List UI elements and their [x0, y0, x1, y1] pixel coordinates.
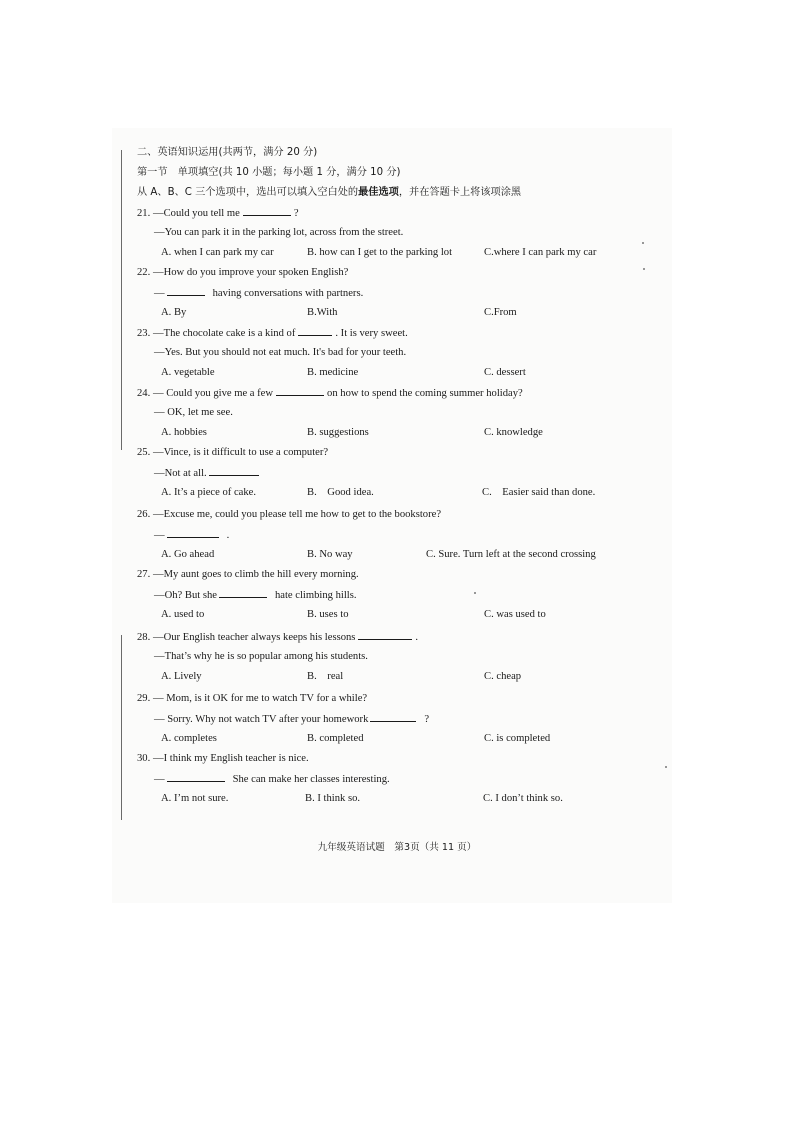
- reply-text-end: She can make her classes interesting.: [232, 774, 390, 785]
- scan-speck: [665, 766, 667, 768]
- option-b[interactable]: B. uses to: [307, 609, 349, 620]
- question-stem: [137, 629, 657, 649]
- question-reply: [137, 711, 657, 731]
- reply-text-end: ?: [424, 714, 430, 725]
- option-a[interactable]: A. hobbies: [161, 427, 207, 438]
- option-c[interactable]: C. was used to: [484, 609, 546, 620]
- question-list: [137, 205, 657, 811]
- question-stem: [137, 265, 657, 285]
- answer-blank[interactable]: [167, 771, 225, 782]
- question-number: 28.: [137, 632, 151, 643]
- option-a[interactable]: A. Go ahead: [161, 549, 215, 560]
- answer-blank[interactable]: [209, 465, 259, 476]
- question-text: —Vince, is it difficult to use a computer?: [153, 447, 329, 458]
- answer-blank[interactable]: [276, 385, 324, 396]
- exam-sheet: [137, 145, 657, 811]
- instruction-emphasis: 最佳选项: [358, 187, 399, 198]
- option-c[interactable]: C. Easier said than done.: [482, 487, 596, 498]
- option-c[interactable]: C. cheap: [484, 671, 522, 682]
- question-reply: [137, 527, 657, 547]
- question-text: —My aunt goes to climb the hill every morning.: [153, 569, 359, 580]
- section-title: 二、英语知识运用(共两节，满分 20 分): [137, 147, 318, 158]
- question-reply: [137, 285, 657, 305]
- question-stem: [137, 567, 657, 587]
- answer-options: [137, 547, 657, 567]
- question-text-end: .: [415, 632, 419, 643]
- question-26: [137, 507, 657, 567]
- question-stem: [137, 325, 657, 345]
- answer-blank[interactable]: [358, 629, 412, 640]
- question-number: 29.: [137, 693, 151, 704]
- question-text-end: on how to spend the coming summer holiday?: [327, 388, 523, 399]
- question-number: 30.: [137, 753, 151, 764]
- option-b[interactable]: B.With: [307, 307, 338, 318]
- question-reply: [137, 465, 657, 485]
- question-reply: [137, 649, 657, 669]
- answer-options: [137, 669, 657, 689]
- option-b[interactable]: B. medicine: [307, 367, 359, 378]
- question-21: [137, 205, 657, 265]
- option-b[interactable]: B. Good idea.: [307, 487, 374, 498]
- answer-blank[interactable]: [167, 285, 205, 296]
- answer-options: [137, 305, 657, 325]
- reply-text: —That’s why he is so popular among his students.: [154, 651, 368, 662]
- reply-text: —: [154, 530, 165, 541]
- reply-text: —Yes. But you should not eat much. It's bad for your teeth.: [154, 347, 407, 358]
- question-text: —Our English teacher always keeps his lessons: [153, 632, 356, 643]
- reply-text: —: [154, 288, 165, 299]
- option-a[interactable]: A. when I can park my car: [161, 247, 274, 258]
- question-25: [137, 445, 657, 505]
- option-b[interactable]: B. suggestions: [307, 427, 369, 438]
- answer-blank[interactable]: [219, 587, 267, 598]
- answer-blank[interactable]: [298, 325, 332, 336]
- subsection-title: 第一节 单项填空(共 10 小题；每小题 1 分，满分 10 分): [137, 167, 401, 178]
- answer-blank[interactable]: [370, 711, 416, 722]
- question-23: [137, 325, 657, 385]
- margin-line-bottom: [121, 635, 122, 820]
- option-a[interactable]: A. I’m not sure.: [161, 793, 229, 804]
- question-stem: [137, 691, 657, 711]
- reply-text: — OK, let me see.: [154, 407, 233, 418]
- option-c[interactable]: C.From: [484, 307, 517, 318]
- question-stem: [137, 205, 657, 225]
- answer-blank[interactable]: [243, 205, 291, 216]
- question-reply: [137, 587, 657, 607]
- margin-line-top: [121, 150, 122, 450]
- question-stem: [137, 507, 657, 527]
- question-reply: [137, 225, 657, 245]
- answer-options: [137, 485, 657, 505]
- reply-text-end: having conversations with partners.: [212, 288, 364, 299]
- question-text: — Mom, is it OK for me to watch TV for a while?: [153, 693, 368, 704]
- answer-blank[interactable]: [167, 527, 219, 538]
- question-number: 26.: [137, 509, 151, 520]
- question-number: 23.: [137, 328, 151, 339]
- option-c[interactable]: C. Sure. Turn left at the second crossing: [426, 549, 596, 560]
- page-footer: 九年级英语试题 第3页（共 11 页）: [317, 842, 477, 853]
- question-number: 21.: [137, 208, 151, 219]
- reply-text: — Sorry. Why not watch TV after your homework: [154, 714, 369, 725]
- question-stem: [137, 445, 657, 465]
- question-stem: [137, 751, 657, 771]
- question-27: [137, 567, 657, 627]
- option-a[interactable]: A. By: [161, 307, 187, 318]
- option-c[interactable]: C. I don’t think so.: [483, 793, 563, 804]
- answer-options: [137, 365, 657, 385]
- instruction-text-end: ，并在答题卡上将该项涂黑: [398, 187, 522, 198]
- option-b[interactable]: B. No way: [307, 549, 353, 560]
- option-c[interactable]: C. dessert: [484, 367, 526, 378]
- question-30: [137, 751, 657, 811]
- answer-options: [137, 245, 657, 265]
- answer-options: [137, 607, 657, 627]
- question-text: —The chocolate cake is a kind of: [153, 328, 296, 339]
- question-stem: [137, 385, 657, 405]
- option-b[interactable]: B. real: [307, 671, 344, 682]
- reply-text: —: [154, 774, 165, 785]
- option-a[interactable]: A. vegetable: [161, 367, 215, 378]
- reply-text: —You can park it in the parking lot, across from the street.: [154, 227, 404, 238]
- question-text: —Could you tell me: [153, 208, 240, 219]
- reply-text-end: .: [226, 530, 230, 541]
- option-c[interactable]: C. knowledge: [484, 427, 543, 438]
- option-c[interactable]: C. is completed: [484, 733, 551, 744]
- option-b[interactable]: B. I think so.: [305, 793, 361, 804]
- question-22: [137, 265, 657, 325]
- question-text: —How do you improve your spoken English?: [153, 267, 349, 278]
- question-text: —I think my English teacher is nice.: [153, 753, 309, 764]
- question-reply: [137, 405, 657, 425]
- question-reply: [137, 771, 657, 791]
- reply-text: —Not at all.: [154, 468, 207, 479]
- reply-text: —Oh? But she: [154, 590, 217, 601]
- question-number: 24.: [137, 388, 151, 399]
- answer-options: [137, 731, 657, 751]
- question-text-end: . It is very sweet.: [335, 328, 408, 339]
- question-reply: [137, 345, 657, 365]
- question-29: [137, 691, 657, 751]
- question-number: 25.: [137, 447, 151, 458]
- question-28: [137, 629, 657, 689]
- answer-options: [137, 791, 657, 811]
- instructions: [137, 185, 657, 205]
- question-text-end: ?: [293, 208, 299, 219]
- question-24: [137, 385, 657, 445]
- option-b[interactable]: B. how can I get to the parking lot: [307, 247, 453, 258]
- question-number: 27.: [137, 569, 151, 580]
- question-text: — Could you give me a few: [153, 388, 274, 399]
- reply-text-end: hate climbing hills.: [274, 590, 357, 601]
- answer-options: [137, 425, 657, 445]
- option-b[interactable]: B. completed: [307, 733, 364, 744]
- option-a[interactable]: A. used to: [161, 609, 205, 620]
- option-a[interactable]: A. Lively: [161, 671, 202, 682]
- option-a[interactable]: A. It’s a piece of cake.: [161, 487, 257, 498]
- instruction-text: 从 A、B、C 三个选项中，选出可以填入空白处的: [137, 187, 359, 198]
- option-c[interactable]: C.where I can park my car: [484, 247, 597, 258]
- question-text: —Excuse me, could you please tell me how to get to the bookstore?: [153, 509, 442, 520]
- question-number: 22.: [137, 267, 151, 278]
- option-a[interactable]: A. completes: [161, 733, 217, 744]
